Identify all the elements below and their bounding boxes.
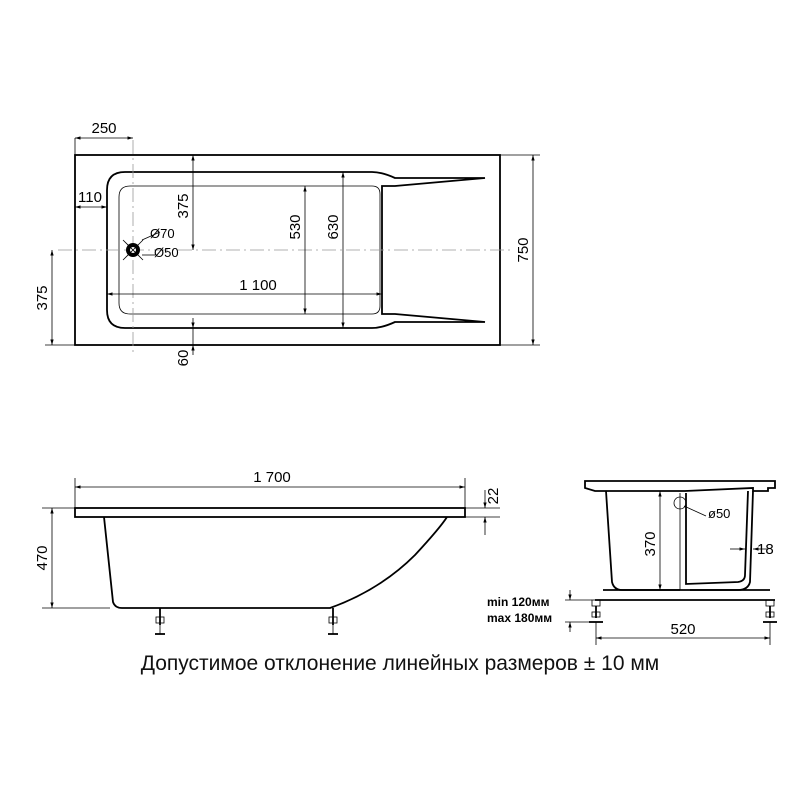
dim-60-label: 60 <box>175 349 192 367</box>
side-leg-left <box>155 608 165 634</box>
dim-375-inner-label: 375 <box>175 193 192 219</box>
dim-1700-label: 1 700 <box>253 469 291 486</box>
dim-375-left-label: 375 <box>34 285 51 311</box>
side-view <box>34 469 502 634</box>
dim-18-label: 18 <box>757 541 774 558</box>
dim-1100-label: 1 100 <box>239 277 277 294</box>
dim-370-label: 370 <box>642 531 659 557</box>
end-view <box>487 481 777 645</box>
drain-70-label: Ø70 <box>150 226 175 241</box>
side-leg-right <box>328 608 338 634</box>
end-rim <box>585 481 775 491</box>
leg-max-label: max 180мм <box>487 611 553 625</box>
leg-min-label: min 120мм <box>487 595 550 609</box>
end-right-wall <box>686 491 748 584</box>
dim-530-label: 530 <box>287 214 304 240</box>
dim-630-label: 630 <box>325 214 342 240</box>
dim-470-label: 470 <box>34 545 51 571</box>
side-body <box>104 517 447 608</box>
top-view <box>34 120 540 366</box>
tolerance-note: Допустимое отклонение линейных размеров ± 10 мм <box>140 652 660 675</box>
dim-250-label: 250 <box>91 120 117 137</box>
end-leg-left <box>589 600 603 622</box>
side-rim <box>75 508 465 517</box>
dim-110-label: 110 <box>78 189 102 206</box>
dim-520-label: 520 <box>670 621 696 638</box>
drain-50-label: Ø50 <box>154 245 179 260</box>
dim-22-label: 22 <box>485 487 502 505</box>
dim-750-label: 750 <box>515 237 532 263</box>
end-drain-50-label: ø50 <box>708 506 731 521</box>
end-leg-right <box>763 600 777 622</box>
